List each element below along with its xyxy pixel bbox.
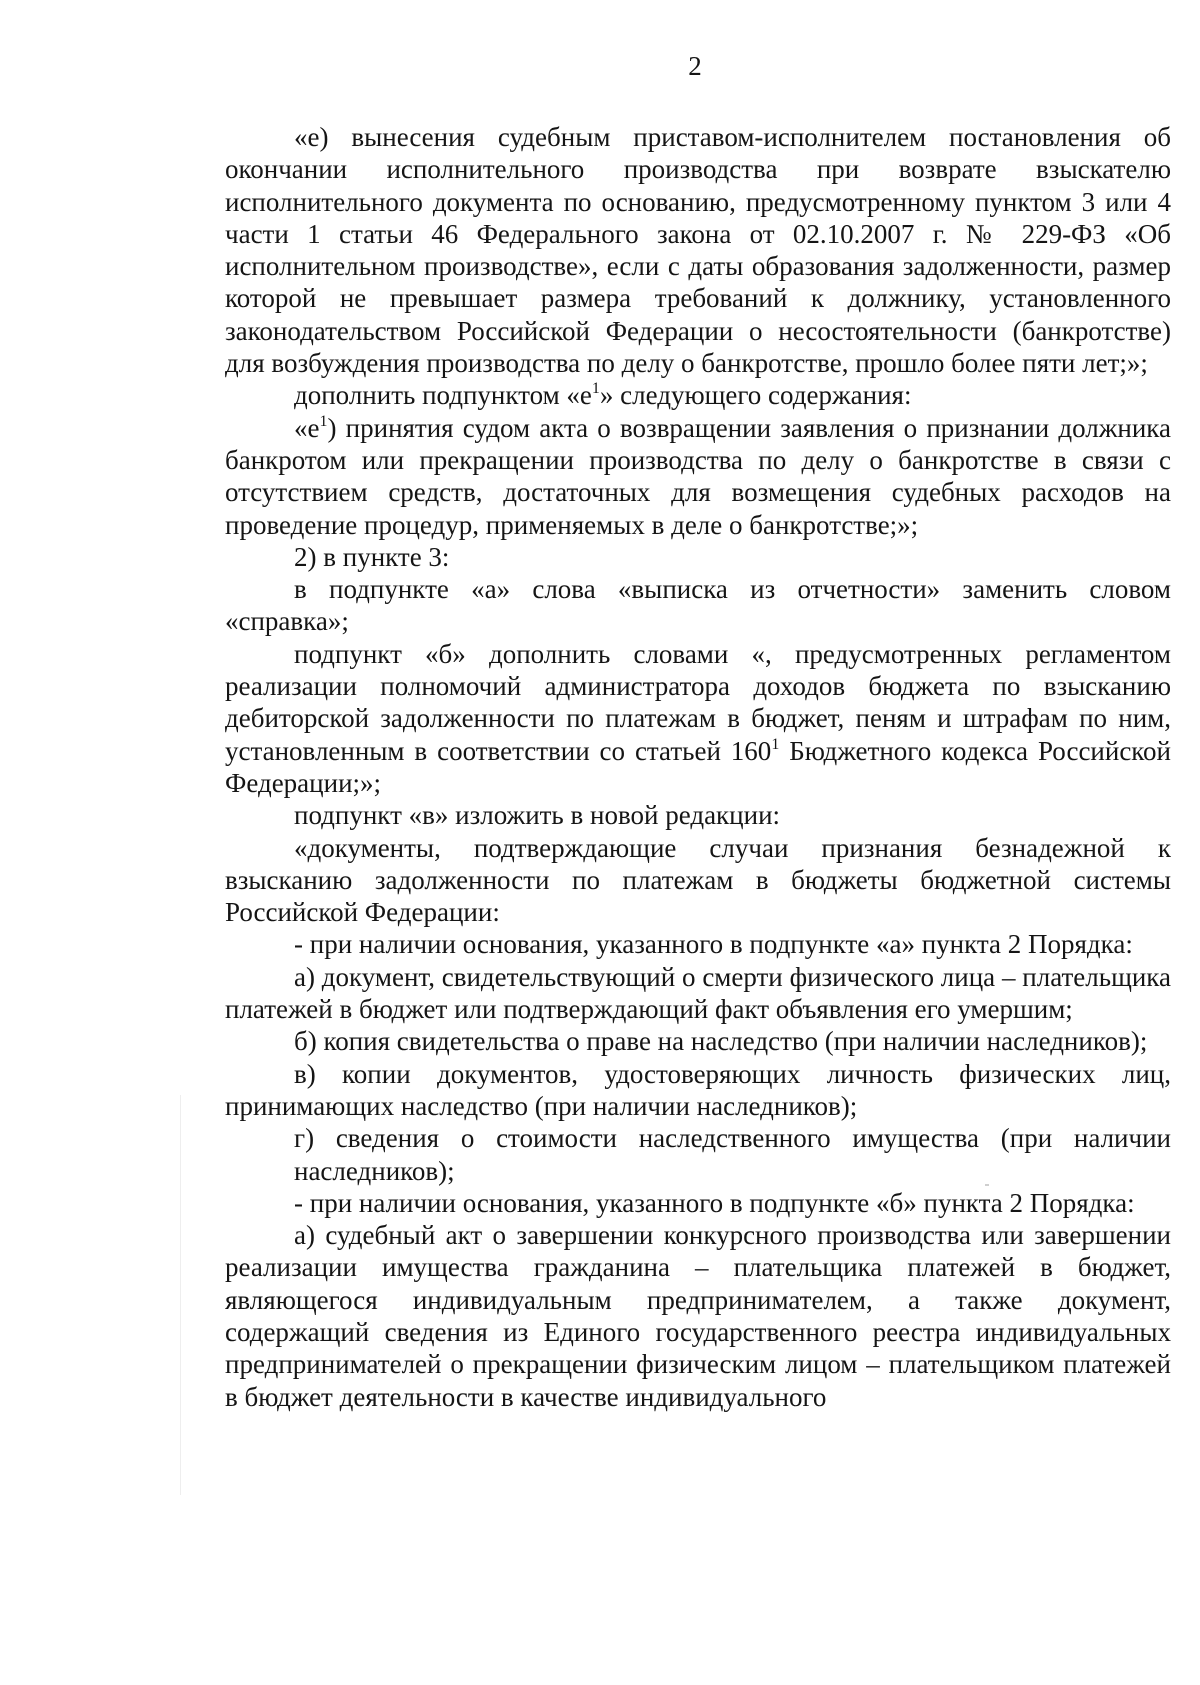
paragraph [225,379,1171,411]
paragraph [225,1058,1171,1123]
scan-artifact-dot [985,1184,989,1186]
superscript-index: 1 [319,412,328,430]
paragraph-text: в подпункте «а» слова «выписка из отчетности» заменить словом «справка»; [225,574,1171,637]
paragraph [225,832,1171,929]
paragraph-text: 2) в пункте 3: [294,541,450,572]
document-text-body [225,121,1171,1413]
paragraph-text: а) судебный акт о завершении конкурсного производства или завершении реализации имущества гражданина – плательщика платежей в бюджет, являющегося индивидуальным предпринимателем, а также документ, содержащий сведения из Единого государственного реестра индивидуальных предпринимателей о прекращении физическим лицом – плательщиком платежей в бюджет деятельности в качестве индивидуального [225,1220,1171,1412]
paragraph-text: «е) вынесения судебным приставом-исполнителем постановления об окончании исполнительного производства при возврате взыскателю исполнительного документа по основанию, предусмотренному пунктом 3 или 4 части 1 статьи 46 Федерального закона от 02.10.2007 г. № 229-ФЗ «Об исполнительном производстве», если с даты образования задолженности, размер которой не превышает размера требований к должнику, установленного законодательством Российской Федерации о несостоятельности (банкротстве) для возбуждения производства по делу о банкротстве, прошло более пяти лет;»; [225,122,1171,379]
paragraph [225,799,1171,831]
paragraph [225,1187,1171,1219]
paragraph-text: Бюджетного кодекса Российской Федерации;»; [225,735,1172,798]
paragraph-text: » следующего содержания: [599,380,912,411]
paragraph [225,412,1171,541]
paragraph [225,638,1171,799]
paragraph-text: «документы, подтверждающие случаи признания безнадежной к взысканию задолженности по платежам в бюджеты бюджетной системы Российской Федерации: [225,832,1171,928]
paragraph [225,573,1171,638]
paragraph [225,1025,1171,1057]
paragraph-text: дополнить подпунктом «е [294,380,592,411]
paragraph-text: а) документ, свидетельствующий о смерти физического лица – плательщика платежей в бюджет или подтверждающий факт объявления его умершим; [225,961,1171,1025]
paragraph [225,121,1171,379]
paragraph-text: подпункт «б» дополнить словами «, предусмотренных регламентом реализации полномочий администратора доходов бюджета по взысканию дебиторской задолженности по платежам в бюджет, пеням и штрафам по ним, установленным в соответствии со статьей 160 [225,638,1171,766]
paragraph-text: г) сведения о стоимости наследственного имущества (при наличии наследников); [294,1123,1171,1186]
paragraph-text: ) принятия судом акта о возвращении заявления о признании должника банкротом или прекращении производства по делу о банкротстве в связи с отсутствием средств, достаточных для возмещения судебных расходов на проведение процедур, применяемых в деле о банкротстве;»; [225,412,1171,540]
paragraph-text: - при наличии основания, указанного в подпункте «б» пункта 2 Порядка: [294,1187,1135,1218]
paragraph-text: - при наличии основания, указанного в подпункте «а» пункта 2 Порядка: [294,929,1133,960]
page-number: 2 [688,51,702,81]
scan-artifact-line [180,1095,181,1495]
superscript-index: 1 [771,735,780,753]
paragraph [225,1122,1171,1187]
paragraph-text: подпункт «в» изложить в новой редакции: [294,800,781,831]
superscript-index: 1 [591,380,600,398]
paragraph [225,928,1171,960]
paragraph [225,1219,1171,1413]
paragraph [225,961,1171,1026]
paragraph-text: в) копии документов, удостоверяющих личность физических лиц, принимающих наследство (при наличии наследников); [225,1058,1171,1121]
paragraph-text: б) копия свидетельства о праве на наследство (при наличии наследников); [294,1026,1148,1057]
paragraph-text: «е [294,412,320,443]
paragraph [225,541,1171,573]
